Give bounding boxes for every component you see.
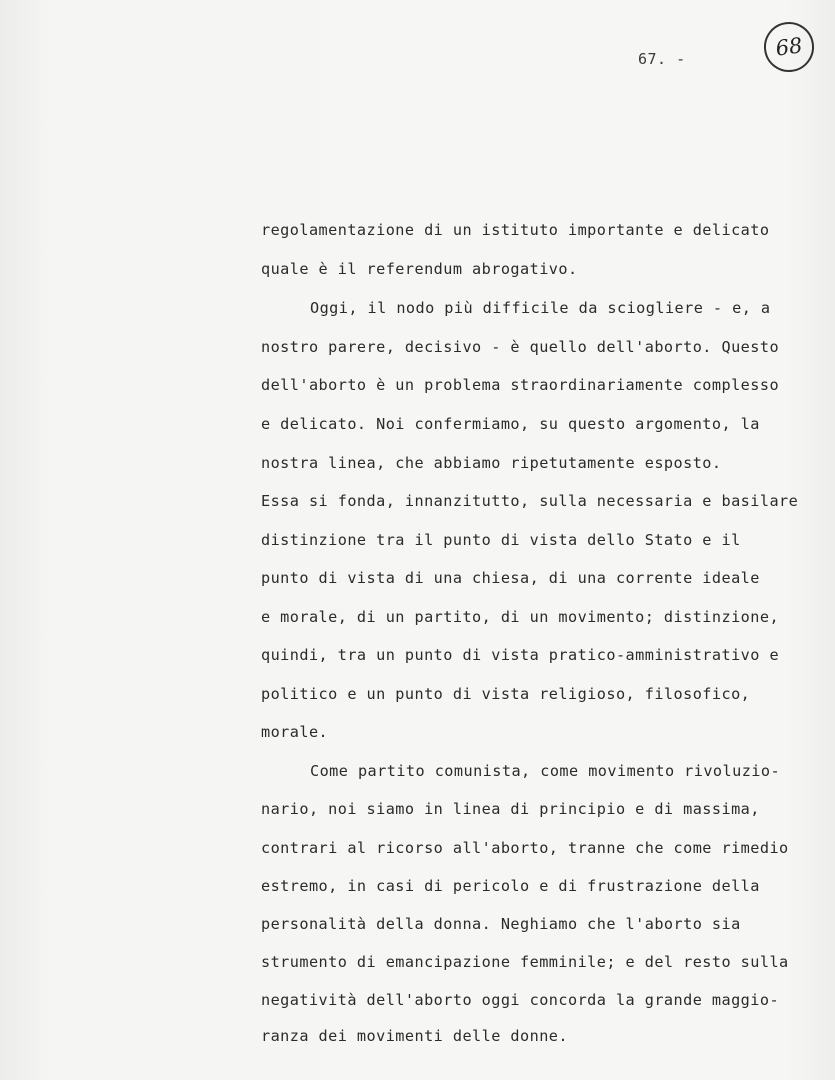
text-line: nario, noi siamo in linea di principio e di massima, bbox=[261, 800, 760, 818]
text-line: quindi, tra un punto di vista pratico-amministrativo e bbox=[261, 646, 780, 664]
text-line: Essa si fonda, innanzitutto, sulla necessaria e basilare bbox=[261, 492, 799, 510]
page-number: 67. - bbox=[638, 50, 686, 68]
page-stamp: 68 bbox=[761, 19, 817, 75]
text-line: e delicato. Noi confermiamo, su questo argomento, la bbox=[261, 415, 760, 433]
text-line: quale è il referendum abrogativo. bbox=[261, 260, 578, 278]
text-line: strumento di emancipazione femminile; e del resto sulla bbox=[261, 953, 789, 971]
text-line: personalità della donna. Neghiamo che l'aborto sia bbox=[261, 915, 741, 933]
text-line: Come partito comunista, come movimento rivoluzio- bbox=[310, 762, 781, 780]
text-line: morale. bbox=[261, 723, 329, 741]
text-line: dell'aborto è un problema straordinariamente complesso bbox=[261, 376, 780, 394]
text-line: distinzione tra il punto di vista dello Stato e il bbox=[261, 531, 741, 549]
text-line: e morale, di un partito, di un movimento; distinzione, bbox=[261, 608, 780, 626]
text-line: punto di vista di una chiesa, di una corrente ideale bbox=[261, 569, 760, 587]
text-line: Oggi, il nodo più difficile da sciogliere - e, a bbox=[310, 299, 771, 317]
text-line: nostro parere, decisivo - è quello dell'aborto. Questo bbox=[261, 338, 780, 356]
text-line: nostra linea, che abbiamo ripetutamente esposto. bbox=[261, 454, 722, 472]
text-line: negatività dell'aborto oggi concorda la grande maggio- bbox=[261, 991, 780, 1009]
text-line: politico e un punto di vista religioso, filosofico, bbox=[261, 685, 751, 703]
text-line: regolamentazione di un istituto importante e delicato bbox=[261, 221, 770, 239]
text-line: estremo, in casi di pericolo e di frustrazione della bbox=[261, 877, 760, 895]
text-line: contrari al ricorso all'aborto, tranne che come rimedio bbox=[261, 839, 789, 857]
text-line: ranza dei movimenti delle donne. bbox=[261, 1027, 568, 1045]
